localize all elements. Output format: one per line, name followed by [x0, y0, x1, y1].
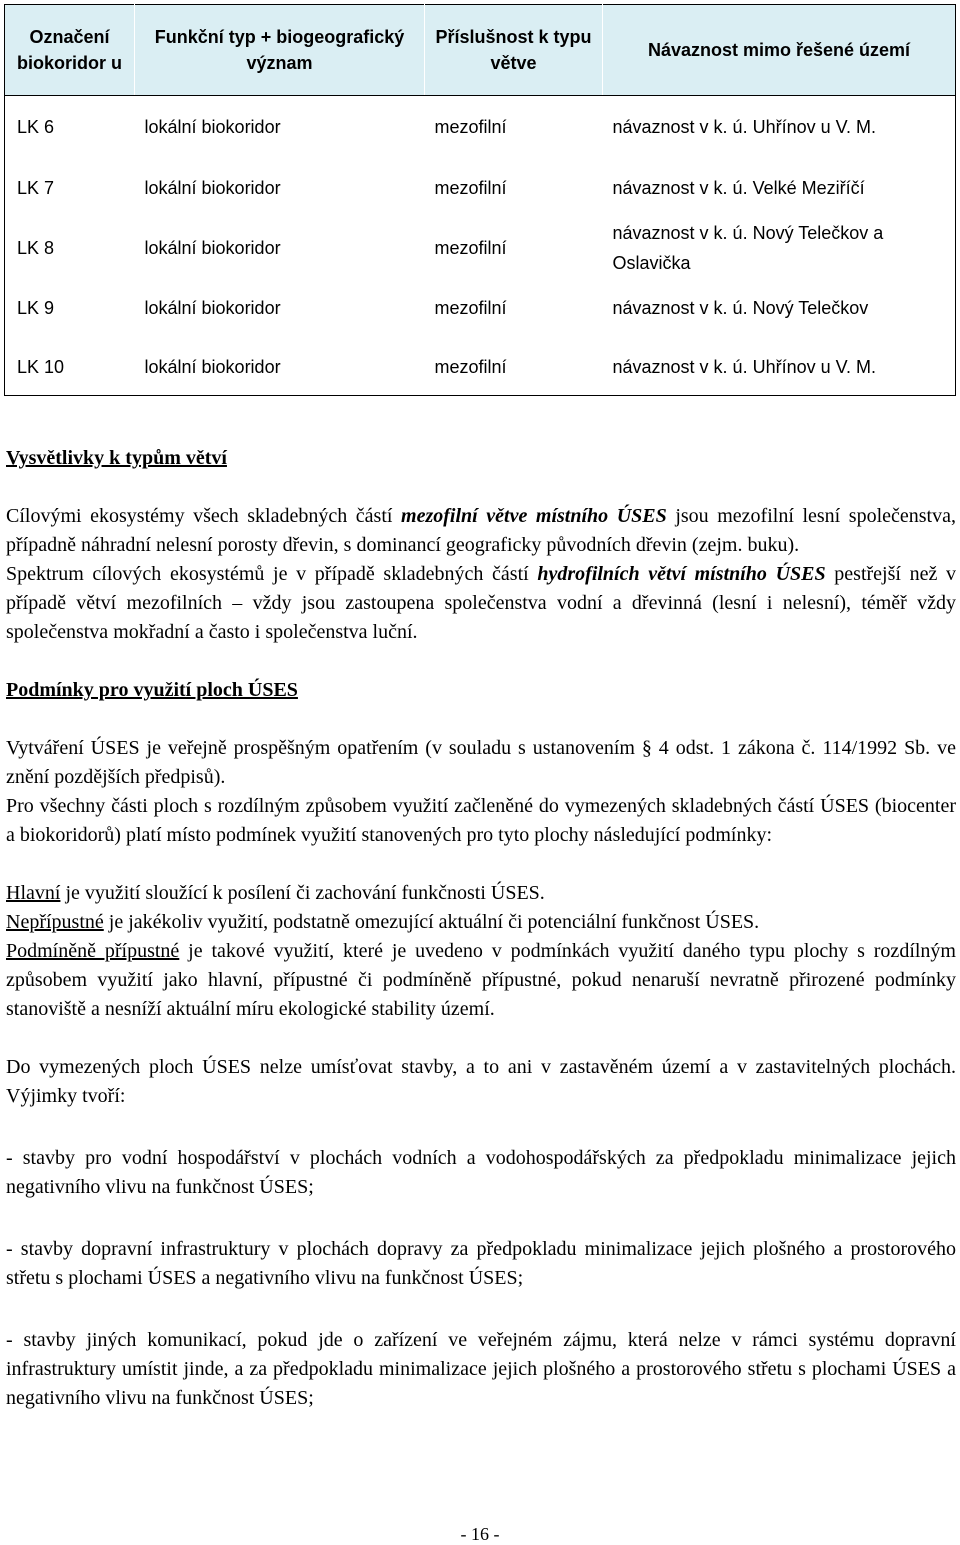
paragraph-mesophilic — [6, 502, 956, 560]
cell-function-type: lokální biokoridor — [135, 338, 425, 396]
cell-branch-type: mezofilní — [434, 238, 507, 258]
table-row — [5, 96, 956, 159]
list-item: - stavby pro vodní hospodářství v plochách vodních a vodohospodářských za předpokladu minimalizace jejich negativního vlivu na funkčnost ÚSES; — [6, 1147, 956, 1198]
cell-branch-type: mezofilní — [434, 117, 507, 137]
header-designation: Označení biokoridor u — [5, 5, 135, 96]
table-row — [5, 338, 956, 396]
paragraph-all-parts: Pro všechny části ploch s rozdílným způsobem využití začleněné do vymezených skladebných částí ÚSES (biocenter a biokoridorů) platí místo podmínek využití stanovených pro tyto plochy následující podmínky: — [6, 795, 956, 846]
cell-branch-type: mezofilní — [425, 338, 603, 396]
text-span: jsou mezofilní lesní společenstva, případně náhradní nelesní porosty dřevin, s dominancí geograficky původních dřevin (zejm. buku). — [6, 505, 956, 556]
cell-designation: LK 6 — [5, 96, 135, 159]
cell-continuity: návaznost v k. ú. Nový Telečkov — [603, 278, 956, 338]
cell-branch-type: mezofilní — [434, 298, 507, 318]
cell-continuity: návaznost v k. ú. Nový Telečkov a Oslavička — [603, 218, 956, 278]
cell-function-type: lokální biokoridor — [144, 178, 281, 198]
header-branch-type: Příslušnost k typu větve — [425, 5, 603, 96]
cell-designation: LK 10 — [5, 338, 135, 396]
table-row — [5, 158, 956, 218]
list-item: - stavby dopravní infrastruktury v plochách dopravy za předpokladu minimalizace jejich plošného a prostorového střetu s plochami ÚSES a negativního vlivu na funkčnost ÚSES; — [6, 1238, 956, 1289]
text-span: Cílovými ekosystémy všech skladebných částí — [6, 505, 402, 527]
text-span: je využití sloužící k posílení či zachování funkčnosti ÚSES. — [60, 882, 545, 904]
heading-branch-types: Vysvětlivky k typům větví — [6, 447, 227, 469]
label-forbidden: Nepřípustné — [6, 911, 104, 933]
document-body — [6, 444, 956, 1413]
cell-function-type: lokální biokoridor — [144, 238, 281, 258]
table-row — [5, 218, 956, 278]
paragraph-main-use — [6, 879, 956, 908]
label-main: Hlavní — [6, 882, 61, 904]
biocorridor-table — [4, 4, 956, 396]
cell-continuity: návaznost v k. ú. Uhřínov u V. M. — [603, 96, 956, 159]
heading-usage-conditions: Podmínky pro využití ploch ÚSES — [6, 679, 298, 701]
paragraph-hydrophilic — [6, 560, 956, 647]
emphasis-hydrophilic: hydrofilních větví místního ÚSES — [537, 563, 826, 585]
paragraph-conditional-use — [6, 937, 956, 1024]
cell-designation: LK 7 — [5, 158, 135, 218]
header-function-type: Funkční typ + biogeografický význam — [135, 5, 425, 96]
text-span: je takové využití, které je uvedeno v podmínkách využití daného typu plochy s rozdílným způsobem využití jako hlavní, přípustné či podmíněně přípustné, pokud nenaruší nevratně přirozené podmínky stanoviště a nesníží aktuální míru ekologické stability území. — [6, 940, 956, 1020]
paragraph-public-benefit: Vytváření ÚSES je veřejně prospěšným opatřením (v souladu s ustanovením § 4 odst. 1 zákona č. 114/1992 Sb. ve znění pozdějších předpisů). — [6, 737, 956, 788]
cell-function-type: lokální biokoridor — [144, 117, 281, 137]
text-span: je jakékoliv využití, podstatně omezující aktuální či potenciální funkčnost ÚSES. — [103, 911, 760, 933]
label-conditional: Podmíněně přípustné — [6, 940, 180, 962]
emphasis-mesophilic: mezofilní větve místního ÚSES — [401, 505, 667, 527]
list-item: - stavby jiných komunikací, pokud jde o zařízení ve veřejném zájmu, která nelze v rámci systému dopravní infrastruktury umístit jinde, a za předpokladu minimalizace jejich plošného a prostorového střetu s plochami ÚSES a negativního vlivu na funkčnost ÚSES; — [6, 1329, 956, 1409]
paragraph-no-buildings: Do vymezených ploch ÚSES nelze umísťovat stavby, a to ani v zastavěném území a v zastavitelných plochách. Výjimky tvoří: — [6, 1056, 956, 1107]
cell-function-type: lokální biokoridor — [144, 298, 281, 318]
cell-designation: LK 8 — [5, 218, 135, 278]
text-span: pestřejší než v případě větví mezofilních – vždy jsou zastoupena společenstva vodní a dřevinná (lesní i nelesní), téměř vždy společenstva mokřadní a často i společenstva luční. — [6, 563, 957, 643]
cell-designation: LK 9 — [5, 278, 135, 338]
table-header-row — [5, 5, 956, 96]
cell-continuity: návaznost v k. ú. Velké Meziříčí — [603, 158, 956, 218]
page-number: - 16 - — [460, 1524, 500, 1544]
paragraph-forbidden-use — [6, 908, 956, 937]
text-span: Spektrum cílových ekosystémů je v případě skladebných částí — [6, 563, 538, 585]
header-continuity: Návaznost mimo řešené území — [603, 5, 956, 96]
table-row — [5, 278, 956, 338]
cell-continuity: návaznost v k. ú. Uhřínov u V. M. — [603, 338, 956, 396]
cell-branch-type: mezofilní — [434, 178, 507, 198]
